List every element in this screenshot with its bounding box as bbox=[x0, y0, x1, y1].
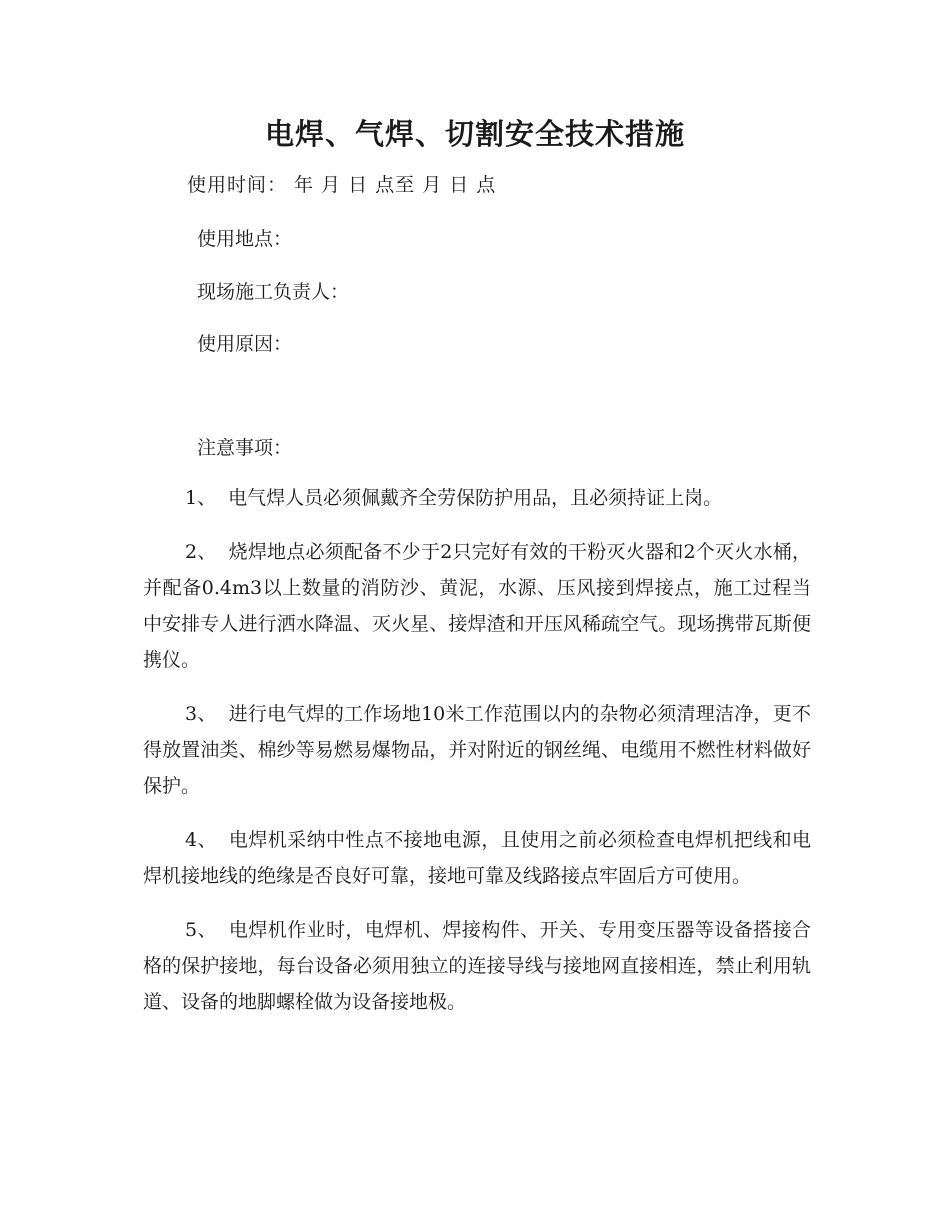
item-text: 电焊机采纳中性点不接地电源，且使用之前必须检查电焊机把线和电焊机接地线的绝缘是否良好可靠，接地可靠及线路接点牢固后方可使用。 bbox=[143, 829, 811, 887]
item-number: 3、 bbox=[185, 703, 217, 725]
safety-item bbox=[143, 534, 811, 678]
item-number: 5、 bbox=[185, 919, 217, 941]
item-number: 2、 bbox=[185, 541, 217, 563]
document-title: 电焊、气焊、切割安全技术措施 bbox=[264, 117, 685, 151]
usage-reason-field: 使用原因： bbox=[197, 333, 293, 355]
notes-heading: 注意事项： bbox=[197, 437, 293, 459]
item-text: 烧焊地点必须配备不少于2只完好有效的干粉灭火器和2个灭火水桶，并配备0.4m3以上数量的消防沙、黄泥，水源、压风接到焊接点，施工过程当中安排专人进行洒水降温、灭火星、接焊渣和开压风稀疏空气。现场携带瓦斯便携仪。 bbox=[143, 541, 811, 671]
safety-item bbox=[143, 822, 811, 894]
site-manager-field: 现场施工负责人： bbox=[197, 281, 350, 303]
item-text: 电焊机作业时，电焊机、焊接构件、开关、专用变压器等设备搭接合格的保护接地，每台设备必须用独立的连接导线与接地网直接相连，禁止利用轨道、设备的地脚螺栓做为设备接地极。 bbox=[143, 919, 811, 1013]
item-text: 进行电气焊的工作场地10米工作范围以内的杂物必须清理洁净，更不得放置油类、棉纱等易燃易爆物品，并对附近的钢丝绳、电缆用不燃性材料做好保护。 bbox=[143, 703, 811, 797]
item-text: 电气焊人员必须佩戴齐全劳保防护用品，且必须持证上岗。 bbox=[228, 487, 723, 509]
safety-item bbox=[143, 912, 811, 1020]
item-number: 4、 bbox=[185, 829, 217, 851]
safety-item bbox=[143, 696, 811, 804]
safety-item bbox=[143, 480, 811, 516]
item-number: 1、 bbox=[185, 487, 217, 509]
usage-time-field: 使用时间： 年 月 日 点至 月 日 点 bbox=[187, 174, 497, 196]
safety-items-list bbox=[143, 480, 811, 1038]
usage-location-field: 使用地点： bbox=[197, 228, 293, 250]
